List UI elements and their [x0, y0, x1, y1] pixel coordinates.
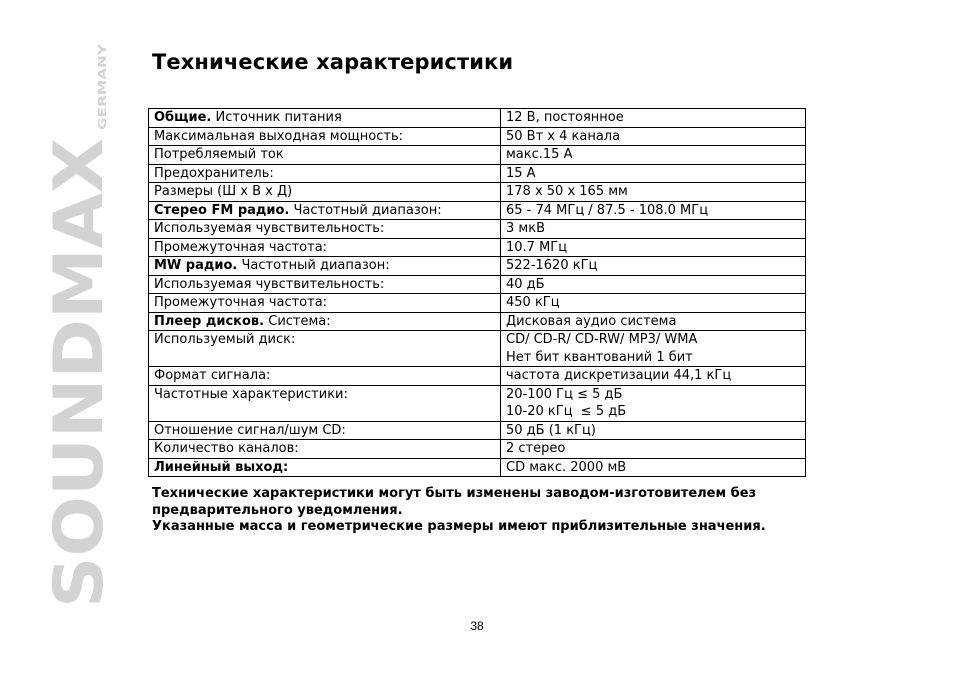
table-row [149, 440, 806, 459]
spec-value-cell [501, 421, 806, 440]
spec-value: 2 стерео [506, 441, 566, 456]
disclaimer-notes [152, 486, 832, 536]
spec-value-cell [501, 127, 806, 146]
spec-label-cell [149, 385, 501, 421]
spec-value-cell [501, 201, 806, 220]
spec-section-heading: MW радио. [154, 258, 238, 273]
spec-value-cell [501, 275, 806, 294]
table-row [149, 201, 806, 220]
table-row [149, 109, 806, 128]
spec-value-cell [501, 367, 806, 386]
spec-value: 12 В, постоянное [506, 110, 624, 125]
table-row [149, 220, 806, 239]
spec-value-cell [501, 331, 806, 367]
table-row [149, 312, 806, 331]
table-row [149, 127, 806, 146]
spec-value: 3 мкВ [506, 221, 545, 236]
spec-label: Количество каналов: [154, 441, 299, 456]
spec-label-cell [149, 127, 501, 146]
specifications-table [148, 108, 806, 477]
table-row [149, 275, 806, 294]
spec-value: CD/ CD-R/ CD-RW/ MP3/ WMA [506, 332, 698, 347]
table-row [149, 257, 806, 276]
spec-label: Формат сигнала: [154, 368, 271, 383]
spec-label: Частотный диапазон: [237, 258, 390, 273]
table-row [149, 183, 806, 202]
spec-label-cell [149, 183, 501, 202]
spec-value: 450 кГц [506, 295, 560, 310]
spec-value: CD макс. 2000 мВ [506, 459, 627, 475]
spec-label: Используемая чувствительность: [154, 276, 385, 292]
table-row [149, 146, 806, 165]
spec-label-cell [149, 238, 501, 257]
spec-value: 50 Вт х 4 канала [506, 128, 621, 144]
spec-label: Частотный диапазон: [289, 202, 442, 218]
spec-value: 65 - 74 МГц / 87.5 - 108.0 МГц [506, 202, 709, 218]
spec-label-cell [149, 458, 501, 477]
spec-label: Используемая чувствительность: [154, 221, 385, 236]
spec-label: Предохранитель: [154, 165, 274, 181]
table-row [149, 294, 806, 313]
spec-label-cell [149, 220, 501, 239]
table-row [149, 164, 806, 183]
spec-value: 20-100 Гц ≤ 5 дБ [506, 386, 623, 402]
spec-value-cell [501, 385, 806, 421]
spec-value: макс.15 А [506, 147, 573, 162]
disclaimer-line: предварительного уведомления. [152, 502, 403, 518]
table-row [149, 238, 806, 257]
table-row [149, 421, 806, 440]
spec-label-cell [149, 421, 501, 440]
spec-label-cell [149, 201, 501, 220]
spec-section-heading: Линейный выход: [154, 459, 289, 475]
spec-value-cell [501, 146, 806, 165]
spec-label: Потребляемый ток [154, 147, 284, 162]
spec-label-cell [149, 109, 501, 128]
spec-value: частота дискретизации 44,1 кГц [506, 368, 732, 383]
spec-value-cell [501, 458, 806, 477]
spec-value-cell [501, 220, 806, 239]
spec-value: Дисковая аудио система [506, 313, 677, 329]
spec-label: Частотные характеристики: [154, 386, 348, 402]
table-row [149, 331, 806, 367]
spec-label: Отношение сигнал/шум CD: [154, 422, 346, 438]
disclaimer-line: Указанные масса и геометрические размеры имеют приблизительные значения. [152, 519, 766, 534]
spec-value-cell [501, 294, 806, 313]
soundmax-logo [40, 40, 119, 610]
spec-label-cell [149, 164, 501, 183]
spec-label-cell [149, 275, 501, 294]
spec-label-cell [149, 294, 501, 313]
spec-label: Источник питания [211, 110, 342, 125]
spec-label: Промежуточная частота: [154, 239, 328, 255]
spec-label-cell [149, 146, 501, 165]
spec-value: 50 дБ (1 кГц) [506, 422, 596, 438]
spec-value: 10.7 МГц [506, 239, 568, 255]
table-row [149, 367, 806, 386]
spec-label: Максимальная выходная мощность: [154, 128, 403, 144]
spec-label: Размеры (Ш х В х Д) [154, 184, 293, 199]
spec-value-cell [501, 238, 806, 257]
spec-value-cell [501, 164, 806, 183]
spec-value: 40 дБ [506, 276, 545, 292]
page-number: 38 [470, 619, 484, 633]
spec-section-heading: Общие. [154, 110, 212, 125]
spec-value-cell [501, 312, 806, 331]
spec-value: Нет бит квантований 1 бит [506, 349, 693, 365]
spec-label: Промежуточная частота: [154, 295, 328, 310]
spec-value: 15 А [506, 165, 536, 181]
spec-value: 10-20 кГц ≤ 5 дБ [506, 404, 627, 419]
spec-label-cell [149, 312, 501, 331]
page-title: Технические характеристики [152, 50, 514, 74]
table-row [149, 385, 806, 421]
spec-label-cell [149, 331, 501, 367]
spec-section-heading: Стерео FM радио. [154, 202, 290, 218]
spec-value: 522-1620 кГц [506, 258, 598, 273]
logo-germany: GERMANY [96, 68, 109, 130]
spec-value-cell [501, 257, 806, 276]
spec-label: Используемый диск: [154, 332, 296, 347]
spec-label: Система: [264, 313, 331, 329]
spec-label-cell [149, 257, 501, 276]
spec-value-cell [501, 109, 806, 128]
spec-label-cell [149, 440, 501, 459]
spec-label-cell [149, 367, 501, 386]
spec-value-cell [501, 440, 806, 459]
spec-section-heading: Плеер дисков. [154, 313, 265, 329]
disclaimer-line: Технические характеристики могут быть изменены заводом-изготовителем без [152, 486, 757, 501]
logo-wordmark: SOUNDMAX [40, 159, 119, 608]
spec-value: 178 х 50 х 165 мм [506, 184, 628, 199]
table-row [149, 458, 806, 477]
spec-value-cell [501, 183, 806, 202]
